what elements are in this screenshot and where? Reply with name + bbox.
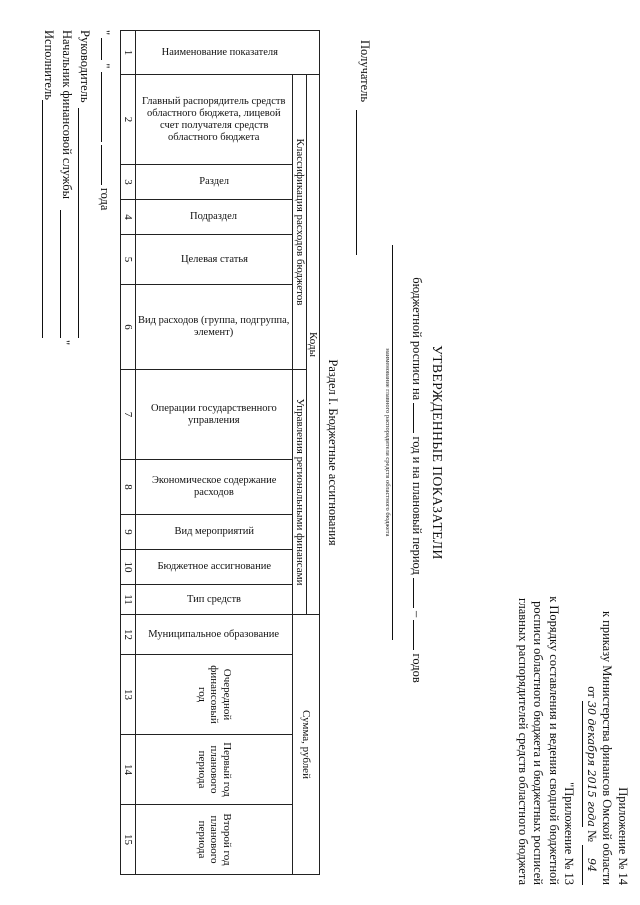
- blank-day: [101, 38, 102, 60]
- document-title: УТВЕРЖДЕННЫЕ ПОКАЗАТЕЛИ: [430, 345, 445, 560]
- date-quote-open: ": [98, 30, 112, 36]
- col-header-target: [135, 234, 293, 285]
- col-vid-text: Вид расходов (группа, подгруппа, элемент): [138, 315, 290, 338]
- blank-period-to: [413, 620, 414, 650]
- blank-period-from: [413, 578, 414, 608]
- footer-executor-label: Исполнитель: [42, 30, 56, 100]
- table-header-codes: Коды: [306, 74, 320, 615]
- col-number: 9: [120, 514, 136, 550]
- col-number: 8: [120, 459, 136, 515]
- col-number: 5: [120, 234, 136, 285]
- table-header-sum: Сумма, рублей: [292, 614, 320, 875]
- footer-head-label: Руководитель: [78, 30, 92, 103]
- col-mun-text: Муниципальное образование: [148, 628, 280, 640]
- col-assign-text: Бюджетное ассигнование: [157, 561, 271, 572]
- col-number: 7: [120, 369, 136, 460]
- document-subtitle: бюджетной росписи на год и на плановый период – годов: [410, 277, 424, 683]
- date-prefix: от: [585, 686, 599, 698]
- col-header-assign: [135, 549, 293, 585]
- recipient-label: Получатель: [358, 40, 372, 103]
- table-header-indicator: [120, 30, 320, 75]
- col-grbs-text: Главный распорядитель средств областного бюджета, лицевой счет получателя средств областного бюджета: [142, 95, 286, 143]
- col-number: 1: [120, 30, 136, 75]
- appendix-line-2: к приказу Министерства финансов Омской области: [600, 610, 615, 885]
- col-header-y3: Второй год планового периода: [135, 804, 293, 875]
- col-header-podrazdel: [135, 199, 293, 235]
- subtitle-part-2: год и на плановый период: [410, 436, 424, 575]
- col-header-y2: Первый год планового периода: [135, 734, 293, 805]
- col-header-event: [135, 514, 293, 550]
- col-header-vid: [135, 284, 293, 370]
- appendix-line-7: главных распорядителей средств областного бюджета: [516, 598, 530, 885]
- footer-date: [97, 30, 112, 210]
- col-number: 12: [120, 614, 136, 655]
- subscript-line: [392, 245, 393, 640]
- col-podrazdel-text: Подраздел: [190, 211, 238, 222]
- appendix-line-1: Приложение № 14: [616, 787, 630, 885]
- col-header-econ: [135, 459, 293, 515]
- handwritten-date: 30 декабря 2015 года: [583, 701, 600, 827]
- col-number: 10: [120, 549, 136, 585]
- col-number: 14: [120, 734, 136, 805]
- appendix-date-line: [583, 425, 600, 885]
- col-header-razdel: [135, 164, 293, 200]
- recipient-line: [356, 110, 357, 255]
- col-type-text: Тип средств: [187, 593, 241, 605]
- col-header-grbs: [135, 74, 293, 165]
- col-event-text: Вид мероприятий: [174, 526, 254, 537]
- col-number: 13: [120, 654, 136, 735]
- col-header-mun: [135, 614, 293, 655]
- col-header-type: [135, 584, 293, 615]
- date-quote-close: ": [98, 63, 112, 69]
- col-ops-text: Операции государственного управления: [151, 402, 277, 426]
- col-number: 4: [120, 199, 136, 235]
- col-number: 6: [120, 284, 136, 370]
- appendix-line-6: росписи областного бюджета и бюджетных росписей: [531, 601, 546, 885]
- header-indicator-text: Наименование показателя: [161, 46, 279, 58]
- col-number: 15: [120, 804, 136, 875]
- subtitle-part-3: годов: [410, 653, 424, 683]
- col-number: 11: [120, 584, 136, 615]
- col-target-text: Целевая статья: [180, 253, 248, 265]
- appendix-line-4: "Приложение № 13: [562, 782, 577, 885]
- subscript-caption: наименование главного распорядителя средств областного бюджета: [384, 348, 391, 537]
- col-number: 3: [120, 164, 136, 200]
- blank-month: [101, 72, 102, 142]
- table-header-budget-class: Классификация расходов бюджетов: [292, 74, 307, 370]
- section-title: Раздел I. Бюджетные ассигнования: [326, 359, 340, 546]
- appendix-header: [515, 425, 631, 885]
- footer-executor-line: [42, 100, 43, 338]
- col-header-ops: [135, 369, 293, 460]
- year-suffix: года: [98, 187, 112, 211]
- allocations-table: [120, 30, 320, 875]
- blank-year: [101, 145, 102, 185]
- col-econ-text: Экономическое содержание расходов: [151, 475, 277, 498]
- appendix-line-5: к Порядку составления и ведения сводной бюджетной: [547, 596, 561, 885]
- col-number: 2: [120, 74, 136, 165]
- number-prefix: №: [585, 829, 599, 842]
- footer-head-line: [78, 108, 79, 338]
- col-header-y1: Очередной финансовый год: [135, 654, 293, 735]
- table-header-regfin: Управления региональными финансами: [292, 369, 307, 615]
- col-razdel-text: Раздел: [199, 176, 229, 187]
- footer-fin-head-line: [60, 210, 61, 338]
- subtitle-part-1: бюджетной росписи на: [410, 277, 424, 401]
- footer-closing-quote: ": [58, 340, 72, 346]
- handwritten-number: 94: [583, 845, 600, 885]
- footer-fin-head-label: Начальник финансовой службы: [60, 30, 74, 200]
- blank-year: [413, 403, 414, 433]
